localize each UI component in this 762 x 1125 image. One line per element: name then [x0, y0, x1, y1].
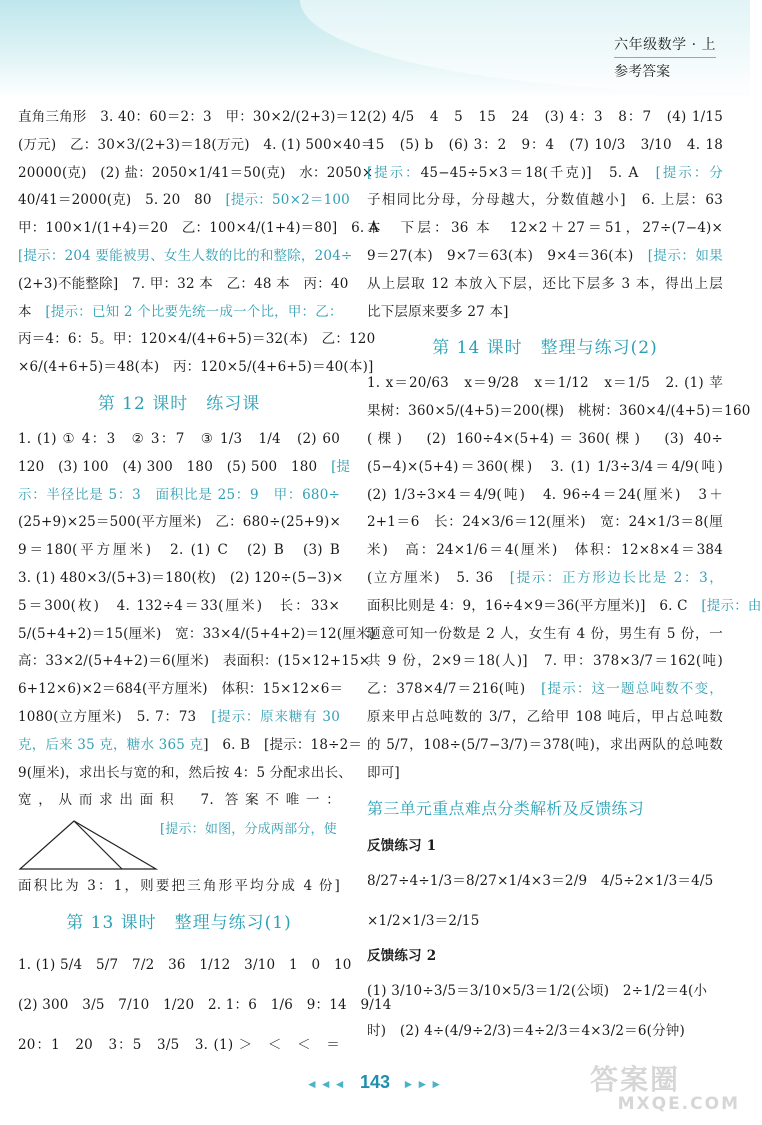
answer-line: 宽，从而求出面积 7. 答案不唯一： — [18, 792, 340, 809]
section-title-14: 第 14 课时 整理与练习(2) — [432, 338, 658, 359]
answer-line: 时) (2) 4÷(4/9÷2/3)＝4÷2/3＝4×3/2＝6(分钟) — [367, 1023, 685, 1040]
answer-line — [18, 454, 351, 482]
answer-line — [18, 704, 340, 732]
feedback-title-1: 反馈练习 1 — [367, 838, 437, 855]
answer-text: 本 — [18, 303, 32, 320]
answer-line: 9(厘米)，求出长与宽的和，然后按 4：5 分配求出长、 — [18, 764, 352, 781]
answer-line: 甲：100×1/(1+4)＝20 乙：100×4/(1+4)＝80] 6. A — [18, 220, 379, 237]
answer-line: 共 9 份，2×9＝18(人)] 7. 甲：378×3/7＝162(吨) — [367, 653, 723, 670]
watermark-logo — [590, 1058, 740, 1118]
answer-line — [367, 676, 723, 704]
answer-line: 1. (1) 5/4 5/7 7/2 36 1/12 3/10 1 0 10 — [18, 956, 352, 973]
right-column — [367, 104, 762, 1051]
answer-line: 20：1 20 3：5 3/5 3. (1) ＞ ＜ ＜ ＝ — [18, 1036, 340, 1053]
page-number: 143 — [359, 1072, 391, 1092]
prev-arrows-icon: ◄◄◄ — [305, 1077, 348, 1091]
answer-line: (万元) 乙：30×3/(2+3)＝18(万元) 4. (1) 500×40＝ — [18, 136, 375, 153]
answer-text: 面积比则是 4：9，16÷4×9＝36(平方厘米)] 6. C — [367, 597, 688, 614]
hint-text: [提示：如果 — [647, 247, 724, 264]
answer-line — [18, 732, 363, 760]
hint-line: [提示：204 要能被男、女生人数的比的和整除，204÷ — [18, 247, 353, 264]
answer-line: (2) 300 3/5 7/10 1/20 2. 1：6 1/6 9：14 9/14 — [18, 996, 392, 1013]
hint-text: [提示： — [367, 164, 421, 181]
book-subtitle: 参考答案 — [614, 64, 671, 80]
answer-line: 本 下层：36 本 12×2＋27＝51，27÷(7−4)× — [367, 220, 723, 237]
answer-line — [367, 565, 723, 593]
answer-text: 9＝27(本) 9×7＝63(本) 9×4＝36(本) — [367, 247, 634, 264]
hint-text: 克，后来 35 克，糖水 365 克 — [18, 736, 204, 753]
feedback-title-2: 反馈练习 2 — [367, 948, 437, 965]
answer-line: 比下层原来要多 27 本] — [367, 303, 509, 320]
answer-line: 从上层取 12 本放入下层，还比下层多 3 本，得出上层 — [367, 275, 723, 292]
hint-text: [提示：由 — [701, 597, 762, 614]
answer-text: 120 (3) 100 (4) 300 180 (5) 500 180 — [18, 458, 318, 475]
answer-line: 的 5/7，108÷(5/7−3/7)＝378(吨)，求出两队的总吨数 — [367, 736, 723, 753]
answer-line: 题意可知一份数是 2 人，女生有 4 份，男生有 5 份，一 — [367, 625, 723, 642]
triangle-figure — [18, 815, 340, 873]
answer-line: 15 (5) b (6) 3：2 9：4 (7) 10/3 3/10 4. 18 — [367, 136, 723, 153]
answer-line: 即可] — [367, 764, 400, 781]
answer-line: (2) 1/3÷3×4＝4/9(吨) 4. 96÷4＝24(厘米) 3＋ — [367, 486, 723, 503]
answer-line: 原来甲占总吨数的 3/7，乙给甲 108 吨后，甲占总吨数 — [367, 708, 723, 725]
answer-line: (1) 3/10÷3/5＝3/10×5/3＝1/2(公顷) 2÷1/2＝4(小 — [367, 983, 708, 1000]
answer-line: ×6/(4+6+5)＝48(本) 丙：120×5/(4+6+5)＝40(本)] — [18, 359, 374, 376]
answer-line: 果树：360×5/(4+5)＝200(棵) 桃树：360×4/(4+5)＝160 — [367, 403, 751, 420]
answer-line — [367, 243, 723, 271]
answer-text: 1080(立方厘米) 5. 7：73 — [18, 708, 197, 725]
answer-line: (5−4)×(5+4)＝360(棵) 3. (1) 1/3÷3/4＝4/9(吨) — [367, 458, 723, 475]
answer-line: 1. (1) ① 4：3 ② 3：7 ③ 1/3 1/4 (2) 60 — [18, 430, 340, 447]
answer-line: 2+1＝6 长：24×3/6＝12(厘米) 宽：24×1/3＝8(厘 — [367, 514, 723, 531]
answer-line: 8/27÷4÷1/3＝8/27×1/4×3＝2/9 4/5÷2×1/3＝4/5 — [367, 873, 714, 890]
hint-text: [提示：原来糖有 30 — [211, 708, 341, 725]
book-title: 六年级数学 · 上 — [614, 34, 716, 58]
answer-text: 乙：378×4/7＝216(吨) — [367, 681, 526, 698]
answer-line: (棵) (2) 160÷4×(5+4)＝360(棵) (3) 40÷ — [367, 430, 723, 447]
hint-text: [提示：50×2＝100 — [225, 192, 350, 209]
watermark-url: MXQE.COM — [617, 1094, 740, 1114]
section-title-12: 第 12 课时 练习课 — [97, 393, 261, 414]
hint-text: [提示：分 — [655, 164, 723, 181]
answer-line: 丙＝4：6：5。甲：120×4/(4+6+5)＝32(本) 乙：120 — [18, 331, 376, 348]
answer-line: (25+9)×25＝500(平方厘米) 乙：680÷(25+9)× — [18, 514, 342, 531]
hint-text: [提示：这一题总吨数不变， — [541, 681, 723, 698]
unit-section-title: 第三单元重点难点分类解析及反馈练习 — [367, 799, 645, 819]
hint-text: [提示：正方形边长比是 2：3， — [509, 569, 723, 586]
answer-line: 6+12×6)×2＝684(平方厘米) 体积：15×12×6＝ — [18, 681, 344, 698]
figure-hint: [提示：如图，分成两部分，使 — [160, 822, 337, 838]
answer-line — [367, 593, 762, 621]
answer-line: 子相同比分母，分母越大，分数值越小] 6. 上层：63 — [367, 192, 723, 209]
answer-line: 直角三角形 3. 40：60＝2：3 甲：30×2/(2+3)＝12 — [18, 109, 367, 125]
answer-line: 1. x＝20/63 x＝9/28 x＝1/12 x＝1/5 2. (1) 苹 — [367, 375, 723, 392]
answer-line: (2+3)不能整除] 7. 甲：32 本 乙：48 本 丙：40 — [18, 275, 349, 292]
answer-line: ×1/2×1/3＝2/15 — [367, 913, 480, 930]
answer-line: 9＝180(平方厘米) 2. (1) C (2) B (3) B — [18, 542, 340, 559]
answer-text: (立方厘米) 5. 36 — [367, 569, 494, 586]
answer-text: 40/41＝2000(克) 5. 20 80 — [18, 192, 212, 209]
section-title-13: 第 13 课时 整理与练习(1) — [66, 912, 292, 933]
answer-line: 5/(5+4+2)＝15(厘米) 宽：33×4/(5+4+2)＝12(厘米) — [18, 625, 376, 642]
hint-text: [提 — [331, 458, 351, 475]
figure-caption: 面积比为 3：1，则要把三角形平均分成 4 份] — [18, 878, 340, 895]
answer-line — [18, 187, 350, 215]
answer-line — [18, 299, 343, 327]
page-header — [614, 34, 716, 81]
next-arrows-icon: ►►► — [402, 1077, 445, 1091]
answer-line: 20000(克) (2) 盐：2050×1/41＝50(克) 水：2050× — [18, 164, 374, 181]
answer-line: (2) 4/5 4 5 15 24 (3) 4：3 8：7 (4) 1/15 — [367, 109, 723, 125]
answer-text: ] 6. B [提示：18÷2＝ — [203, 736, 363, 753]
answer-line: 米) 高：24×1/6＝4(厘米) 体积：12×8×4＝384 — [367, 542, 723, 559]
answer-line — [367, 160, 723, 188]
answer-text: 45−45÷5×3＝18(千克)] 5. A — [420, 164, 639, 181]
hint-text: [提示：已知 2 个比要先统一成一个比，甲：乙： — [45, 303, 343, 320]
answer-line: 高：33×2/(5+4+2)＝6(厘米) 表面积：(15×12+15× — [18, 653, 371, 670]
answer-line: 3. (1) 480×3/(5+3)＝180(枚) (2) 120÷(5−3)× — [18, 569, 344, 586]
answer-line: 5＝300(枚) 4. 132÷4＝33(厘米) 长：33× — [18, 597, 340, 614]
watermark-text: 答案圈 — [590, 1063, 681, 1096]
hint-line: 示：半径比是 5：3 面积比是 25：9 甲：680÷ — [18, 486, 340, 503]
